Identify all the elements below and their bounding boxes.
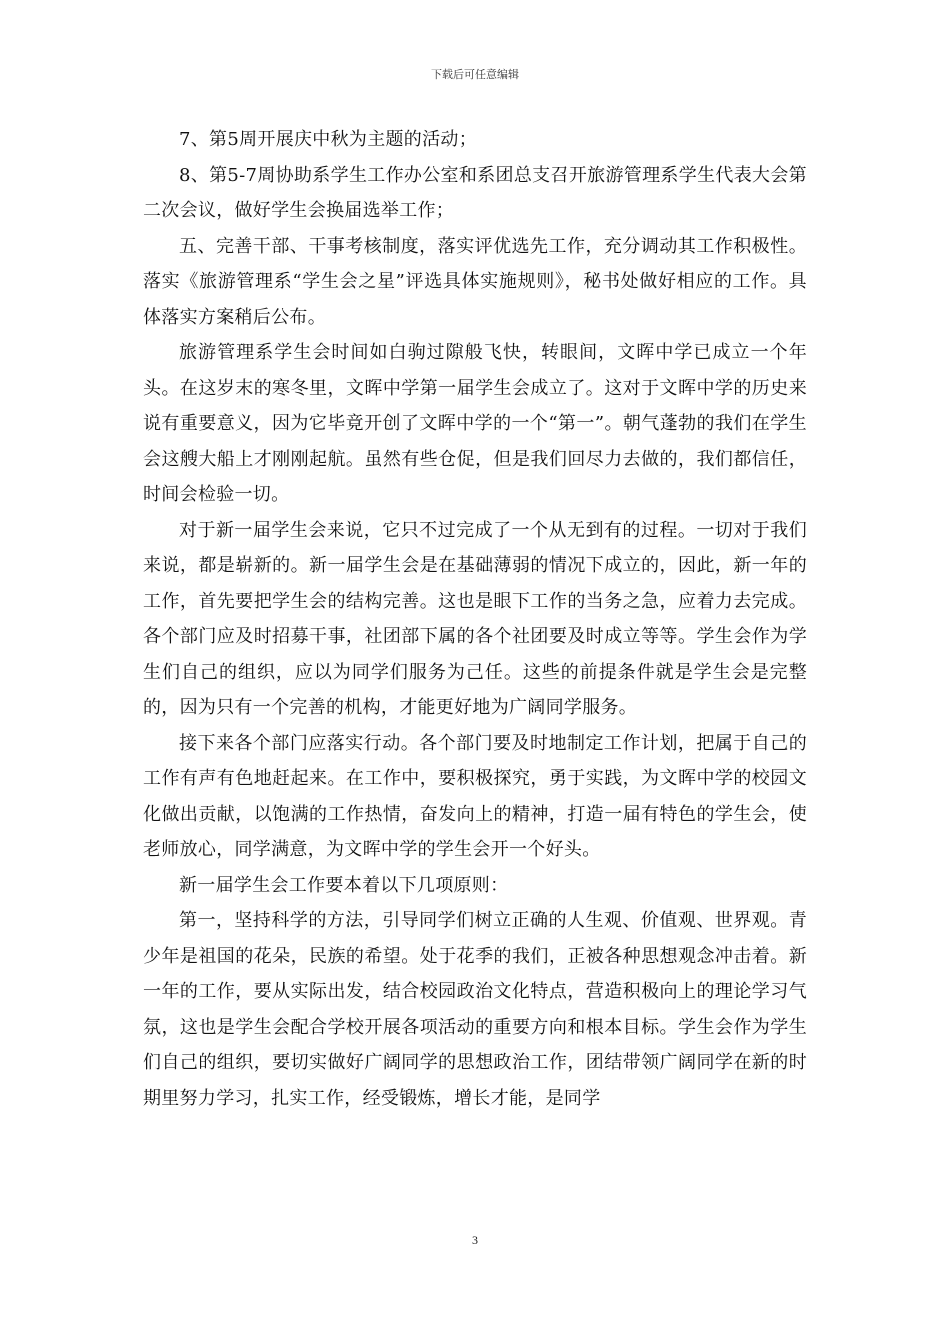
paragraph: 对于新一届学生会来说，它只不过完成了一个从无到有的过程。一切对于我们来说，都是崭新的。新一届学生会是在基础薄弱的情况下成立的，因此，新一年的工作，首先要把学生会的结构完善。这也是眼下工作的当务之急，应着力去完成。各个部门应及时招募干事，社团部下属的各个社团要及时成立等等。学生会作为学生们自己的组织，应以为同学们服务为己任。这些的前提条件就是学生会是完整的，因为只有一个完善的机构，才能更好地为广阔同学服务。 <box>143 519 807 718</box>
paragraph: 7、第5周开展庆中秋为主题的活动； <box>179 129 478 150</box>
body-text <box>143 122 807 1116</box>
paragraph: 旅游管理系学生会时间如白驹过隙般飞快，转眼间，文晖中学已成立一个年头。在这岁末的寒冬里，文晖中学第一届学生会成立了。这对于文晖中学的历史来说有重要意义，因为它毕竟开创了文晖中学的一个“第一”。朝气蓬勃的我们在学生会这艘大船上才刚刚起航。虽然有些仓促，但是我们回尽力去做的，我们都信任，时间会检验一切。 <box>143 342 807 505</box>
paragraph: 五、完善干部、干事考核制度，落实评优选先工作，充分调动其工作积极性。落实《旅游管理系“学生会之星”评选具体实施规则》，秘书处做好相应的工作。具体落实方案稍后公布。 <box>143 235 807 328</box>
paragraph: 8、第5-7周协助系学生工作办公室和系团总支召开旅游管理系学生代表大会第二次会议，做好学生会换届选举工作； <box>143 164 807 221</box>
page-number: 3 <box>472 1233 478 1247</box>
page-header: 下载后可任意编辑 <box>431 68 519 81</box>
paragraph: 第一，坚持科学的方法，引导同学们树立正确的人生观、价值观、世界观。青少年是祖国的花朵，民族的希望。处于花季的我们，正被各种思想观念冲击着。新一年的工作，要从实际出发，结合校园政治文化特点，营造积极向上的理论学习气氛，这也是学生会配合学校开展各项活动的重要方向和根本目标。学生会作为学生们自己的组织，要切实做好广阔同学的思想政治工作，团结带领广阔同学在新的时期里努力学习，扎实工作，经受锻炼，增长才能，是同学 <box>143 910 807 1109</box>
paragraph: 接下来各个部门应落实行动。各个部门要及时地制定工作计划，把属于自己的工作有声有色地赶起来。在工作中，要积极探究，勇于实践，为文晖中学的校园文化做出贡献，以饱满的工作热情，奋发向上的精神，打造一届有特色的学生会，使老师放心，同学满意，为文晖中学的学生会开一个好头。 <box>143 732 807 860</box>
paragraph: 新一届学生会工作要本着以下几项原则： <box>179 874 509 896</box>
